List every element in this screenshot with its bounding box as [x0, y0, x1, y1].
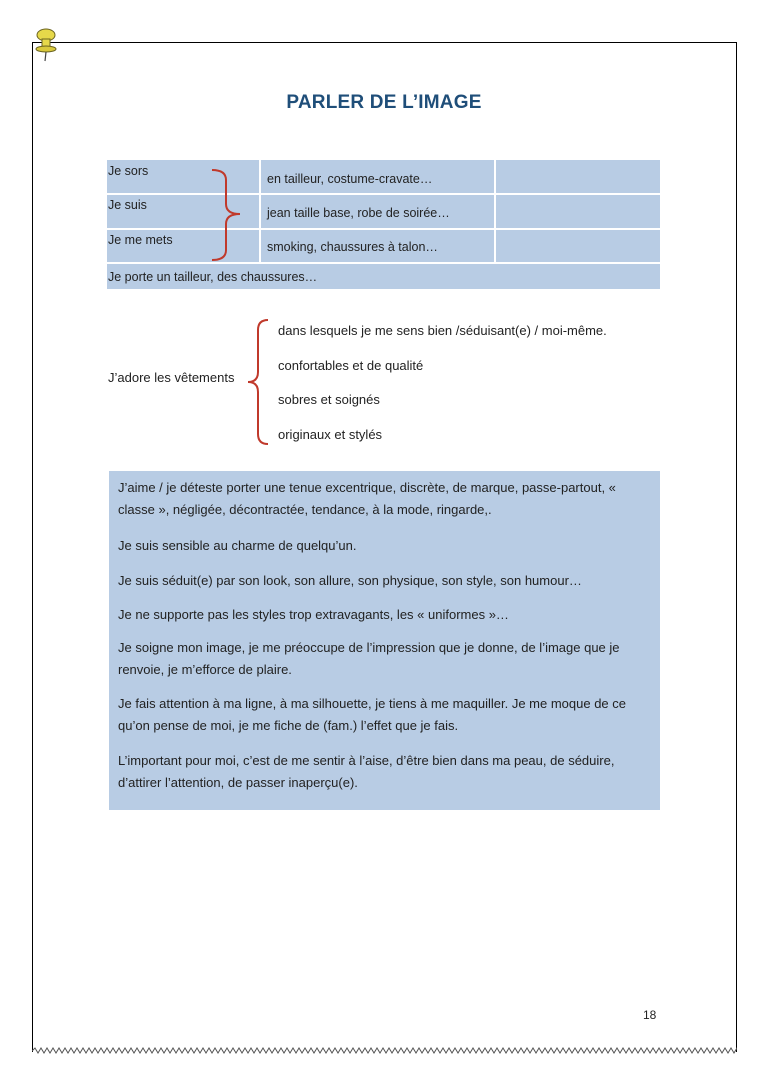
- pushpin-icon: [34, 28, 58, 62]
- row-separator: [107, 193, 660, 195]
- clothing-item: smoking, chaussures à talon…: [267, 240, 438, 254]
- phrase-paragraph: J’aime / je déteste porter une tenue excentrique, discrète, de marque, passe-partout, « classe », négligée, décontractée, tendance, à la mode, ringarde,.: [118, 480, 616, 517]
- verb-je-me-mets: Je me mets: [108, 233, 173, 247]
- phrase-paragraph: Je fais attention à ma ligne, à ma silhouette, je tiens à me maquiller. Je me moque de ce qu’on pense de moi, je me fiche de (fam.) l’effet que je fais.: [118, 696, 626, 733]
- left-brace-icon: [244, 318, 272, 446]
- clothing-item: jean taille base, robe de soirée…: [267, 206, 450, 220]
- frame-right-line: [736, 42, 737, 1052]
- clothes-option: originaux et stylés: [278, 427, 383, 442]
- row-separator: [107, 228, 660, 230]
- column-separator: [259, 160, 261, 262]
- column-separator: [494, 160, 496, 262]
- clothes-option: dans lesquels je me sens bien /séduisant(e) / moi-même.: [278, 323, 607, 338]
- phrase-paragraph: Je ne supporte pas les styles trop extravagants, les « uniformes »…: [118, 607, 509, 622]
- frame-bottom-wavy-line: [32, 1046, 737, 1056]
- phrase-paragraph: L’important pour moi, c’est de me sentir à l’aise, d’être bien dans ma peau, de séduire, d’attirer l’attention, de passer inaperçu(e).: [118, 753, 615, 790]
- clothes-option: sobres et soignés: [278, 392, 380, 407]
- verb-je-suis: Je suis: [108, 198, 147, 212]
- frame-top-line: [32, 42, 737, 43]
- clothes-lead: J’adore les vêtements: [108, 370, 235, 385]
- frame-left-line: [32, 42, 33, 1052]
- verb-je-sors: Je sors: [108, 164, 149, 178]
- clothes-option: confortables et de qualité: [278, 358, 424, 373]
- right-brace-icon: [210, 168, 246, 262]
- page-title: PARLER DE L’IMAGE: [286, 92, 482, 113]
- phrase-paragraph: Je soigne mon image, je me préoccupe de l’impression que je donne, de l’image que je renvoie, je m’efforce de plaire.: [118, 640, 620, 677]
- phrase-paragraph: Je suis séduit(e) par son look, son allure, son physique, son style, son humour…: [118, 573, 582, 588]
- page-number: 18: [643, 1008, 657, 1022]
- clothing-item: en tailleur, costume-cravate…: [267, 172, 433, 186]
- table-example-sentence: Je porte un tailleur, des chaussures…: [108, 270, 318, 284]
- row-separator: [107, 262, 660, 264]
- phrase-paragraph: Je suis sensible au charme de quelqu’un.: [118, 538, 357, 553]
